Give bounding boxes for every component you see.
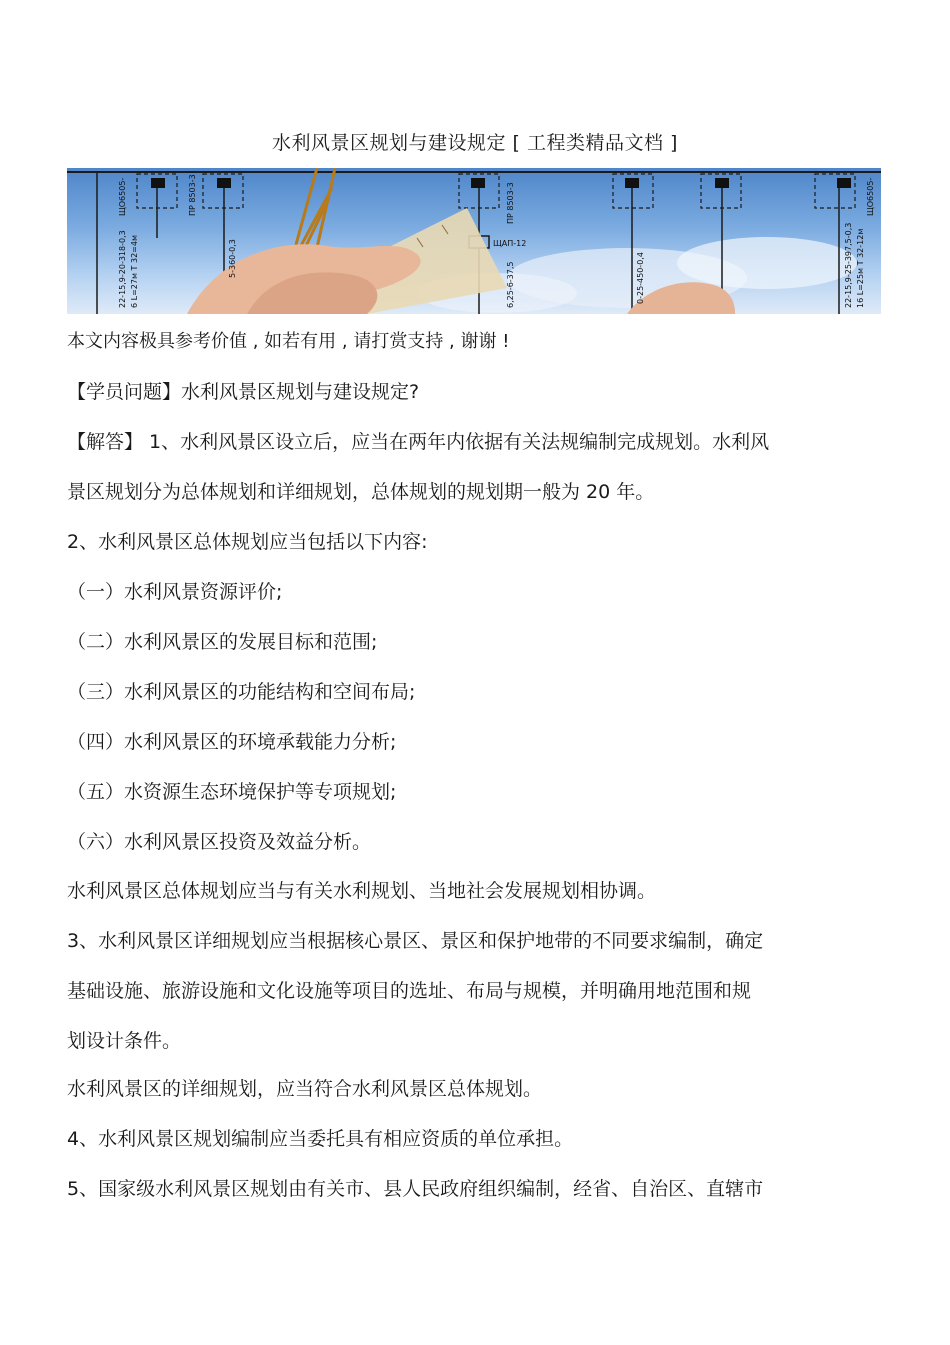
banner-code-2: ПР 8503-3 xyxy=(188,174,197,216)
intro-text: 本文内容极具参考价值 , 如若有用 , 请打赏支持 , 谢谢 ! xyxy=(67,331,510,352)
list-item-1: （一）水利风景资源评价; xyxy=(67,581,283,603)
list-item-3: （三）水利风景区的功能结构和空间布局; xyxy=(67,681,416,703)
answer-line-2: 景区规划分为总体规划和详细规划，总体规划的规划期一般为 20 年。 xyxy=(67,481,655,503)
answer-line-1: 【解答】 1、水利风景区设立后，应当在两年内依据有关法规编制完成规划。水利风 xyxy=(67,431,770,453)
banner-cable-c: 5-360-0,3 xyxy=(228,239,237,278)
banner-cable-b: 6 L=27м Т 32=4м xyxy=(130,235,139,308)
paragraph-line-7: 5、国家级水利风景区规划由有关市、县人民政府组织编制，经省、自治区、直辖市 xyxy=(67,1178,764,1200)
banner-cable-d: 6,25-6-37,5 xyxy=(506,261,515,308)
paragraph-line-4: 划设计条件。 xyxy=(67,1030,182,1052)
question-line: 【学员问题】水利风景区规划与建设规定? xyxy=(67,381,420,403)
paragraph-line-3: 基础设施、旅游设施和文化设施等项目的选址、布局与规模，并明确用地范围和规 xyxy=(67,980,752,1002)
list-item-5: （五）水资源生态环境保护等专项规划; xyxy=(67,781,397,803)
banner-cable-g: 16 L=25м Т 32-12м xyxy=(856,228,865,308)
banner-cable-e: 0-25-450-0,4 xyxy=(636,252,645,304)
list-item-6: （六）水利风景区投资及效益分析。 xyxy=(67,831,372,853)
banner-code-4: ЩАП-12 xyxy=(493,239,527,248)
banner-code-1: ЩО6505- xyxy=(118,177,127,216)
banner-image xyxy=(67,168,881,314)
banner-code-5: ЩО6505- xyxy=(866,177,875,216)
banner-illustration xyxy=(67,168,881,314)
paragraph-line-6: 4、水利风景区规划编制应当委托具有相应资质的单位承担。 xyxy=(67,1128,574,1150)
page-title: 水利风景区规划与建设规定 [ 工程类精品文档 ] xyxy=(272,132,678,154)
list-item-4: （四）水利风景区的环境承载能力分析; xyxy=(67,731,397,753)
banner-cable-f: 22-15,9-25-397,5-0,3 xyxy=(844,222,853,308)
paragraph-line-5: 水利风景区的详细规划，应当符合水利风景区总体规划。 xyxy=(67,1078,543,1100)
list-item-2: （二）水利风景区的发展目标和范围; xyxy=(67,631,378,653)
banner-cable-a: 22-15,9-20-318-0,3 xyxy=(118,230,127,308)
banner-code-3: ПР 8503-3 xyxy=(506,182,515,224)
answer-line-3: 2、水利风景区总体规划应当包括以下内容: xyxy=(67,531,428,553)
paragraph-line-2: 3、水利风景区详细规划应当根据核心景区、景区和保护地带的不同要求编制，确定 xyxy=(67,930,764,952)
paragraph-line-1: 水利风景区总体规划应当与有关水利规划、当地社会发展规划相协调。 xyxy=(67,880,657,902)
